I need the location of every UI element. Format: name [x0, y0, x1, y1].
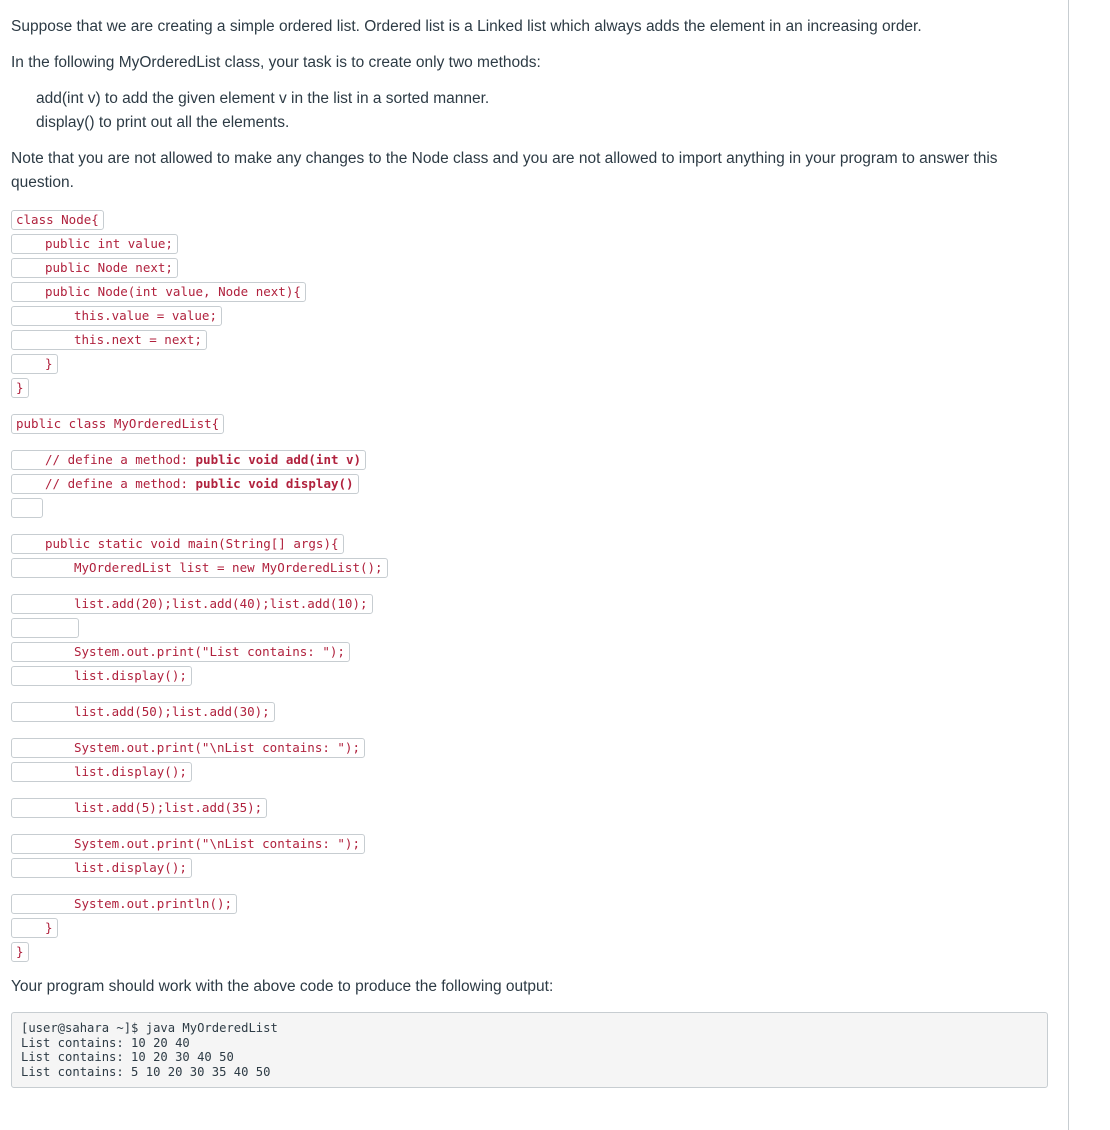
code-line: public Node next; [11, 258, 178, 278]
code-line: } [11, 378, 29, 398]
intro-paragraph: Suppose that we are creating a simple ordered list. Ordered list is a Linked list which always adds the element in an increasing order. [11, 18, 922, 35]
code-line: list.add(20);list.add(40);list.add(10); [11, 594, 373, 614]
empty-code-line [11, 618, 79, 638]
code-line: list.display(); [11, 858, 192, 878]
output-line: List contains: 5 10 20 30 35 40 50 [21, 1064, 271, 1079]
code-line: list.add(50);list.add(30); [11, 702, 275, 722]
task-paragraph: In the following MyOrderedList class, your task is to create only two methods: [11, 54, 541, 71]
code-line: // define a method: public void display() [11, 474, 359, 494]
code-line: System.out.println(); [11, 894, 237, 914]
empty-code-line [11, 498, 43, 518]
page-right-border [1068, 0, 1069, 1130]
code-line: class Node{ [11, 210, 104, 230]
code-line: public Node(int value, Node next){ [11, 282, 306, 302]
code-line: } [11, 354, 58, 374]
code-line: // define a method: public void add(int v) [11, 450, 366, 470]
note-paragraph: Note that you are not allowed to make any changes to the Node class and you are not allowed to import anything in your program to answer this question. [11, 150, 998, 191]
code-line: System.out.print("\nList contains: "); [11, 738, 365, 758]
code-line: public class MyOrderedList{ [11, 414, 224, 434]
code-line: list.add(5);list.add(35); [11, 798, 267, 818]
method-add-item: add(int v) to add the given element v in the list in a sorted manner. [36, 90, 490, 107]
output-line: List contains: 10 20 40 [21, 1035, 190, 1050]
method-display-item: display() to print out all the elements. [36, 114, 290, 131]
code-line: public int value; [11, 234, 178, 254]
output-line: List contains: 10 20 30 40 50 [21, 1050, 234, 1064]
code-line: list.display(); [11, 666, 192, 686]
code-line: } [11, 918, 58, 938]
code-line: public static void main(String[] args){ [11, 534, 344, 554]
code-line: this.next = next; [11, 330, 207, 350]
output-intro-paragraph: Your program should work with the above code to produce the following output: [11, 978, 554, 995]
code-line: System.out.print("List contains: "); [11, 642, 350, 662]
code-line: } [11, 942, 29, 962]
code-line: list.display(); [11, 762, 192, 782]
code-line: MyOrderedList list = new MyOrderedList(); [11, 558, 388, 578]
output-line: [user@sahara ~]$ java MyOrderedList [21, 1021, 278, 1035]
sample-output-block [11, 1012, 1048, 1088]
code-line: this.value = value; [11, 306, 222, 326]
code-line: System.out.print("\nList contains: "); [11, 834, 365, 854]
